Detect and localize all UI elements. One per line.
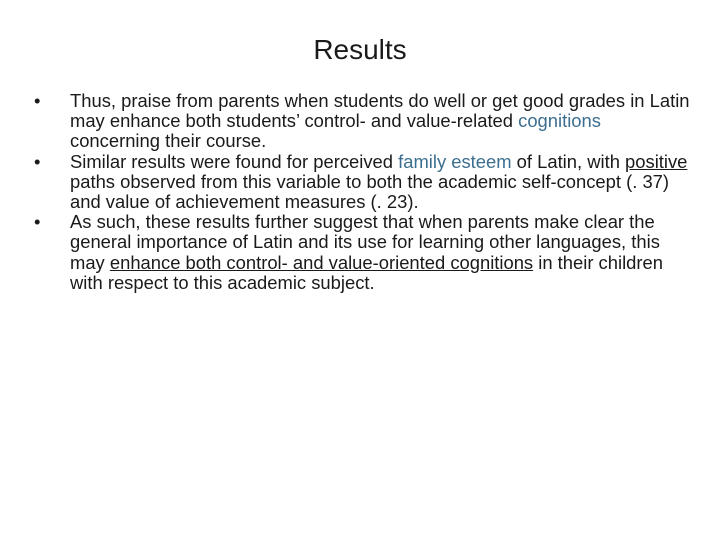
- bullet-item: [34, 212, 694, 293]
- bullet-text: Similar results were found for perceived: [70, 150, 399, 172]
- bullet-text: in their children with respect to this academic subject.: [70, 251, 663, 293]
- underlined-term: positive: [625, 150, 688, 172]
- bullet-text: of Latin, with: [511, 150, 626, 172]
- bullet-text: paths observed from this variable to both the academic self-concept (. 37) and value of achievement measures (. 23).: [70, 170, 670, 213]
- bullet-text: As such, these results further suggest that when parents make clear the general importance of Latin and its use for learning other languages, this may: [70, 211, 660, 273]
- bullet-icon: •: [34, 90, 41, 111]
- underlined-term: enhance both control- and value-oriented cognitions: [109, 251, 534, 273]
- highlight-term: family esteem: [398, 150, 512, 172]
- bullet-item: [34, 91, 694, 152]
- slide-title: Results: [313, 34, 407, 65]
- bullet-icon: •: [34, 150, 41, 172]
- highlight-term: cognitions: [518, 110, 601, 132]
- bullet-icon: •: [34, 211, 41, 233]
- bullet-item: [34, 152, 694, 213]
- bullet-text: concerning their course.: [70, 130, 267, 152]
- bullet-text: Thus, praise from parents when students do well or get good grades in Latin may enhance both students’ control- and value-related: [70, 90, 690, 132]
- bullet-list: [34, 91, 694, 293]
